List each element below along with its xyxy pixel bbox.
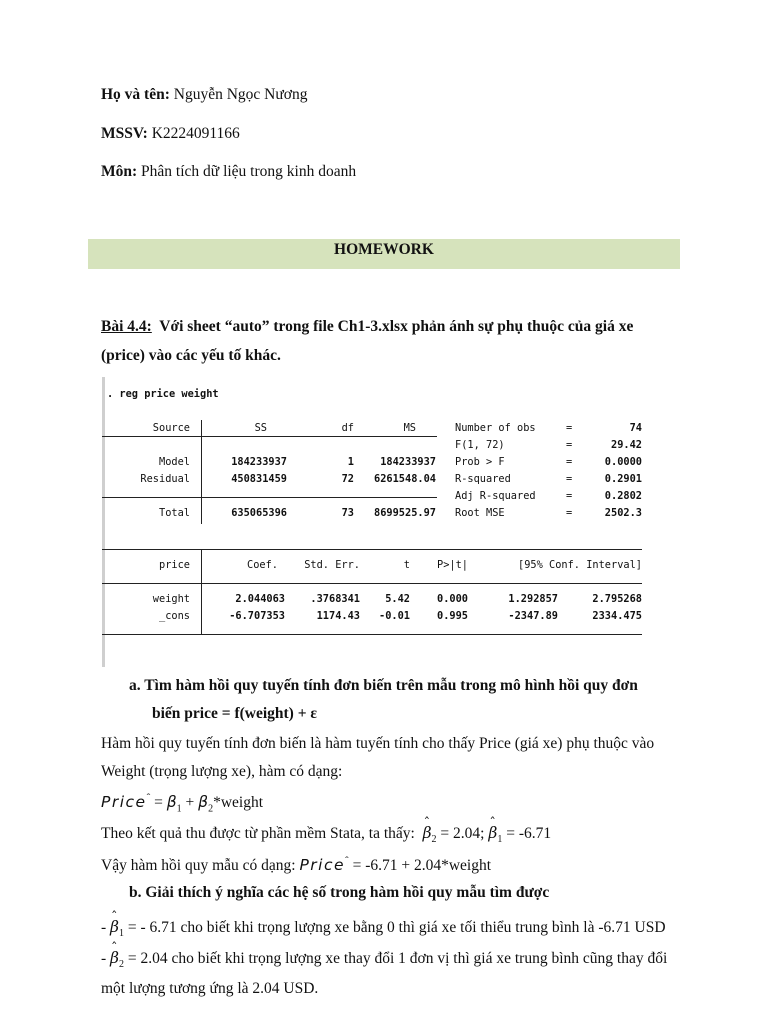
- part-a-heading-1: a. Tìm hàm hồi quy tuyến tính đơn biến trên mẫu trong mô hình hồi quy đơn: [129, 677, 638, 694]
- final-prefix: Vậy hàm hồi quy mẫu có dạng:: [101, 857, 296, 875]
- beta1-value: = -6.71: [502, 825, 552, 842]
- stat-value: 29.42: [611, 439, 642, 451]
- part-a-text-2: Weight (trọng lượng xe), hàm có dạng:: [101, 763, 343, 780]
- id-label: MSSV:: [101, 125, 148, 142]
- coef-row-ci-high: 2.795268: [592, 593, 642, 605]
- estimates-line: Theo kết quả thu được từ phần mềm Stata, ta thấy: ˆ $\beta_2 = 2.04$; ˆ $\beta_1 = -6.71$: [101, 824, 551, 845]
- name-label: Họ và tên:: [101, 86, 170, 103]
- coef-header-t: t: [403, 559, 410, 571]
- beta-hat: ˆ β: [110, 918, 119, 936]
- stat-label: Adj R-squared: [455, 490, 536, 502]
- anova-rule-left: [102, 436, 201, 437]
- beta-hat: ˆ β: [423, 824, 432, 842]
- stata-left-border: [102, 377, 105, 667]
- estimates-prefix: Theo kết quả thu được từ phần mềm Stata, ta thấy:: [101, 825, 415, 842]
- stat-value: 0.2901: [604, 473, 642, 485]
- coef-header-coef: Coef.: [247, 559, 278, 571]
- stat-value: 0.2802: [604, 490, 642, 502]
- coef-row-var: _cons: [159, 610, 190, 622]
- formula-equals: =: [150, 794, 167, 812]
- coef-row-var: weight: [152, 593, 190, 605]
- coef-row-se: .3768341: [310, 593, 360, 605]
- subject-label: Môn:: [101, 163, 138, 180]
- name-value: Nguyễn Ngọc Nương: [173, 86, 308, 103]
- part-b-beta2-cont: một lượng tương ứng là 2.04 USD.: [101, 980, 319, 997]
- formula-beta: β: [198, 793, 209, 812]
- part-b-heading: b. Giải thích ý nghĩa các hệ số trong hàm hồi quy mẫu tìm được: [129, 884, 550, 901]
- stat-label: Number of obs: [455, 422, 536, 434]
- exercise-line-2: (price) vào các yếu tố khác.: [101, 347, 281, 364]
- anova-header-df: df: [341, 422, 354, 434]
- coef-row-ci-low: -2347.89: [508, 610, 558, 622]
- beta1-explanation: = - 6.71 cho biết khi trọng lượng xe bằng 0 thì giá xe tối thiểu trung bình là -6.71 USD: [124, 919, 666, 936]
- coef-header-se: Std. Err.: [304, 559, 360, 571]
- coef-header-p: P>|t|: [437, 559, 468, 571]
- stata-output: [102, 375, 662, 668]
- anova-row-ss: 450831459: [231, 473, 287, 485]
- coef-bottom-rule: [102, 634, 642, 635]
- formula-price: Price: [101, 793, 147, 812]
- student-id: [101, 125, 240, 143]
- stat-label: F(1, 72): [455, 439, 505, 451]
- homework-banner: [88, 239, 680, 269]
- stat-label: Root MSE: [455, 507, 505, 519]
- anova-row-ss: 184233937: [231, 456, 287, 468]
- coef-row-t: -0.01: [379, 610, 410, 622]
- subject-value: Phân tích dữ liệu trong kinh doanh: [141, 163, 357, 180]
- exercise-label: Bài 4.4:: [101, 318, 152, 335]
- stata-command: . reg price weight: [107, 388, 219, 400]
- anova-row-ms: 8699525.97: [374, 507, 436, 519]
- stat-eq: =: [566, 422, 573, 434]
- coef-row-t: 5.42: [385, 593, 410, 605]
- stat-eq: =: [566, 473, 573, 485]
- anova-row-df: 1: [347, 456, 354, 468]
- formula-beta: β: [166, 793, 177, 812]
- subject: [101, 163, 356, 181]
- anova-rule-right: [201, 436, 437, 437]
- coef-row-p: 0.000: [437, 593, 468, 605]
- student-name: [101, 86, 307, 104]
- stat-label: Prob > F: [455, 456, 505, 468]
- coef-header-var: price: [159, 559, 190, 571]
- exercise-line-1: [101, 318, 633, 336]
- part-a-text-1: Hàm hồi quy tuyến tính đơn biến là hàm tuyến tính cho thấy Price (giá xe) phụ thuộc vào: [101, 735, 655, 752]
- stat-eq: =: [566, 439, 573, 451]
- coef-row-coef: -6.707353: [229, 610, 285, 622]
- beta-hat: ˆ β: [110, 949, 119, 967]
- final-model: Vậy hàm hồi quy mẫu có dạng: Price$^ˆ$ = -6.71 + 2.04*weight: [101, 855, 492, 875]
- formula-plus: +: [181, 794, 199, 812]
- part-b-beta1: - ˆ $\beta_1$ = - 6.71 cho biết khi trọng lượng xe bằng 0 thì giá xe tối thiểu trung bình là -6.71 USD: [101, 918, 666, 939]
- anova-header-ms: MS: [403, 422, 416, 434]
- anova-header-ss: SS: [254, 422, 267, 434]
- exercise-text-1: Với sheet “auto” trong file Ch1-3.xlsx phản ánh sự phụ thuộc của giá xe: [159, 318, 634, 335]
- model-formula: Price$^ˆ$ = $\beta_1$ + $\beta_2*weight$: [101, 792, 264, 815]
- final-price: Price: [299, 856, 346, 875]
- anova-row-ms: 6261548.04: [374, 473, 436, 485]
- formula-tail: *weight: [213, 794, 264, 812]
- stat-label: R-squared: [455, 473, 511, 485]
- anova-row-ss: 635065396: [231, 507, 287, 519]
- coef-header-ci: [95% Conf. Interval]: [518, 559, 642, 571]
- anova-row-df: 72: [341, 473, 354, 485]
- id-value: K2224091166: [151, 125, 240, 142]
- stat-value: 2502.3: [604, 507, 642, 519]
- anova-row-source: Total: [159, 507, 190, 519]
- coef-row-se: 1174.43: [316, 610, 360, 622]
- banner-title: HOMEWORK: [334, 241, 434, 258]
- stat-eq: =: [566, 456, 573, 468]
- anova-total-rule: [102, 497, 437, 498]
- coef-row-ci-low: 1.292857: [508, 593, 558, 605]
- coef-top-rule: [102, 549, 642, 550]
- anova-row-source: Model: [159, 456, 190, 468]
- beta-hat: ˆ β: [488, 824, 497, 842]
- anova-row-df: 73: [341, 507, 354, 519]
- stat-eq: =: [566, 507, 573, 519]
- anova-vertical-rule: [201, 420, 202, 524]
- final-rhs: = -6.71 + 2.04*weight: [348, 857, 492, 875]
- coef-row-coef: 2.044063: [235, 593, 285, 605]
- stat-value: 74: [629, 422, 642, 434]
- beta2-value: = 2.04;: [436, 825, 489, 842]
- stat-value: 0.0000: [604, 456, 642, 468]
- coef-row-ci-high: 2334.475: [592, 610, 642, 622]
- anova-row-ms: 184233937: [380, 456, 436, 468]
- beta2-explanation: = 2.04 cho biết khi trọng lượng xe thay đổi 1 đơn vị thì giá xe trung bình cũng thay đổi: [124, 950, 668, 967]
- coef-vertical-rule: [201, 549, 202, 634]
- part-a-heading-2: biến price = f(weight) + ε: [152, 705, 318, 722]
- anova-row-source: Residual: [140, 473, 190, 485]
- part-b-beta2: - ˆ $\beta_2 = 2.04$ cho biết khi trọng lượng xe thay đổi 1 đơn vị thì giá xe trung bình cũng thay đổi: [101, 949, 667, 970]
- coef-header-rule: [102, 583, 642, 584]
- coef-row-p: 0.995: [437, 610, 468, 622]
- anova-header-source: Source: [152, 422, 190, 434]
- stat-eq: =: [566, 490, 573, 502]
